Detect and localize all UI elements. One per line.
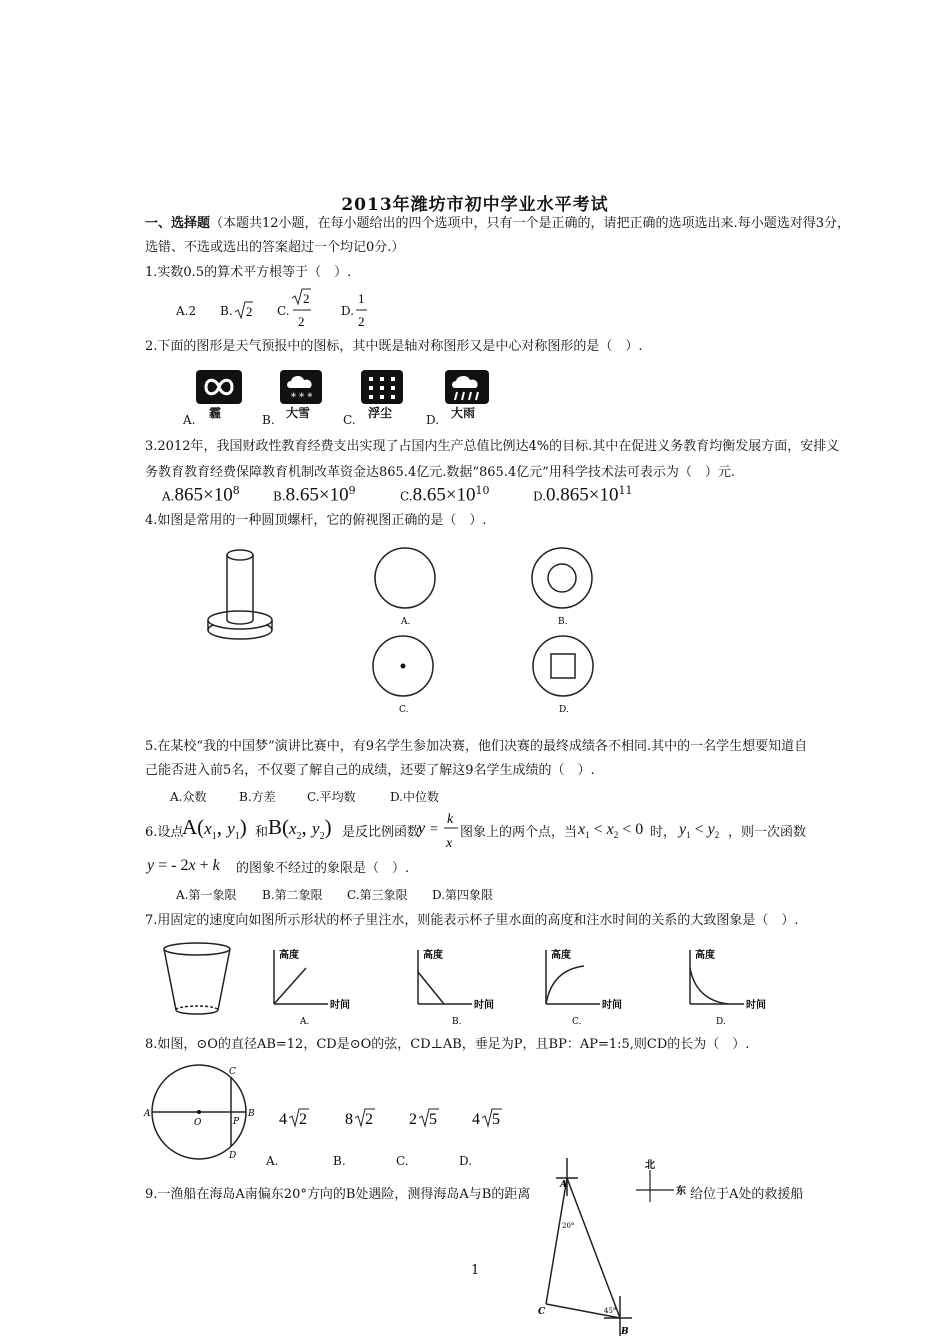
q4-view-a — [373, 546, 437, 628]
svg-text:A: A — [560, 1180, 567, 1190]
q6-option-c: C.第三象限 — [347, 888, 408, 902]
q9-stem-part-1: 9.一渔船在海岛A南偏东20°方向的B处遇险，测得海岛A与B的距离 — [145, 1187, 531, 1202]
q5-stem-line-1: 5.在某校“我的中国梦”演讲比赛中，有9名学生参加决赛，他们决赛的最终成绩各不相同.其中的一名学生想要知道自 — [145, 739, 808, 754]
svg-text:C: C — [538, 1307, 546, 1317]
q6-point-b: $B(x_2$, $y_2$) — [268, 815, 332, 843]
q8-value-c — [409, 1106, 449, 1132]
svg-text:B: B — [621, 1327, 629, 1337]
q5-option-a: A.众数 — [170, 790, 207, 804]
q6-text-3: 是反比例函数 — [342, 825, 421, 840]
q6-option-d: D.第四象限 — [432, 888, 494, 902]
q5-option-c: C.平均数 — [307, 790, 356, 804]
q4-bolt-figure — [200, 545, 280, 650]
q2-icon-label-d: 大雨 — [451, 406, 476, 420]
svg-text:A.: A. — [401, 617, 411, 627]
q2-option-d: D. — [426, 413, 440, 427]
q1-option-b-label: B. — [220, 304, 233, 318]
page-title: 2013年潍坊市初中学业水平考试 — [341, 195, 609, 215]
q8-value-d — [472, 1106, 512, 1132]
q6-text-1: 6.设点 — [145, 825, 184, 840]
svg-text:东: 东 — [676, 1186, 686, 1197]
section-desc-1: （本题共12小题，在每小题给出的四个选项中，只有一个是正确的，请把正确的选项选出来.每小题选对得3分， — [210, 216, 850, 231]
svg-text:时间: 时间 — [602, 1000, 622, 1011]
svg-text:=: = — [430, 822, 438, 837]
svg-text:时间: 时间 — [330, 1000, 350, 1011]
svg-text:北: 北 — [645, 1160, 655, 1171]
q1-stem: 1.实数0.5的算术平方根等于（ ）. — [145, 265, 352, 280]
q8-value-a — [279, 1106, 319, 1132]
svg-text:45°: 45° — [604, 1307, 617, 1315]
svg-text:高度: 高度 — [279, 950, 299, 961]
svg-text:2: 2 — [365, 1111, 373, 1128]
q3-option-a: $A.865\times 10^8$ — [162, 484, 240, 506]
q4-stem: 4.如图是常用的一种圆顶螺杆，它的俯视图正确的是（ ）. — [145, 513, 487, 528]
q9-compass — [632, 1158, 688, 1202]
heavy-rain-icon — [445, 370, 489, 404]
q6-condition-y: $y_1 < y_2$ — [679, 821, 720, 841]
q6-line-2: 的图象不经过的象限是（ ）. — [236, 861, 410, 876]
q1-option-a: A.2 — [176, 304, 197, 318]
svg-text:高度: 高度 — [423, 950, 443, 961]
q4-view-c — [371, 634, 435, 716]
q5-option-d: D.中位数 — [390, 790, 440, 804]
heavy-snow-icon — [280, 370, 322, 404]
q2-stem: 2.下面的图形是天气预报中的图标，其中既是轴对称图形又是中心对称图形的是（ ）. — [145, 339, 643, 354]
q2-option-a: A. — [183, 413, 196, 427]
svg-text:D: D — [229, 1151, 237, 1161]
svg-text:B.: B. — [452, 1017, 462, 1027]
svg-text:时间: 时间 — [746, 1000, 766, 1011]
svg-text:2: 2 — [298, 314, 305, 329]
q2-icon-label-a: 霾 — [209, 406, 222, 420]
q7-graph-c — [538, 946, 634, 1028]
svg-text:2: 2 — [246, 304, 253, 319]
svg-text:时间: 时间 — [474, 1000, 494, 1011]
q5-option-b: B.方差 — [239, 790, 276, 804]
q1-sqrt2 — [234, 300, 254, 320]
q7-cup-figure — [160, 940, 234, 1018]
svg-text:* * *: * * * — [291, 392, 313, 403]
q7-stem: 7.用固定的速度向如图所示形状的杯子里注水，则能表示杯子里水面的高度和注水时间的关系的大致图象是（ ）. — [145, 913, 799, 928]
svg-text:2: 2 — [358, 314, 365, 329]
q8-stem: 8.如图，⊙O的直径AB=12，CD是⊙O的弦，CD⊥AB，垂足为P，且BP：AP=1:5,则CD的长为（ ）. — [145, 1037, 750, 1052]
q8-circle-figure — [143, 1062, 263, 1166]
svg-text:5: 5 — [492, 1111, 500, 1128]
svg-text:O: O — [194, 1118, 202, 1128]
svg-text:y: y — [418, 820, 426, 837]
q1-one-half — [355, 288, 369, 330]
q8-option-d: D. — [459, 1154, 473, 1168]
svg-text:P: P — [233, 1117, 240, 1127]
q6-text-4: 图象上的两个点，当 — [460, 825, 578, 840]
q6-linear-function: y = - 2x + k — [147, 857, 220, 874]
svg-text:k: k — [447, 812, 454, 827]
svg-text:8: 8 — [345, 1111, 353, 1128]
q2-icon-label-c: 浮尘 — [368, 406, 393, 420]
q6-condition-x: $x_1 < x_2 < 0$ — [578, 821, 644, 841]
q1-option-c-label: C. — [277, 304, 290, 318]
q6-option-b: B.第二象限 — [262, 888, 323, 902]
q3-option-b: $B.8.65\times 10^9$ — [273, 484, 356, 506]
svg-text:C: C — [229, 1067, 236, 1077]
svg-text:4: 4 — [472, 1111, 480, 1128]
section-desc-2: 选错、不选或选出的答案超过一个均记0分.） — [145, 240, 405, 255]
q3-stem-line-2: 务教育教育经费保障教育机制改革资金达865.4亿元.数据“865.4亿元”用科学技术法可表示为（ ）元. — [145, 465, 735, 480]
svg-text:20°: 20° — [562, 1222, 575, 1230]
q3-option-c: $C.8.65\times 10^{10}$ — [400, 484, 490, 506]
q5-stem-line-2: 己能否进入前5名，不仅要了解自己的成绩，还要了解这9名学生成绩的（ ）. — [145, 763, 595, 778]
q7-graph-a — [266, 946, 362, 1028]
svg-text:C.: C. — [399, 705, 409, 715]
q8-option-a: A. — [266, 1154, 279, 1168]
svg-text:D.: D. — [559, 705, 569, 715]
svg-text:C.: C. — [572, 1017, 582, 1027]
svg-text:高度: 高度 — [551, 950, 571, 961]
q7-graph-d — [682, 946, 778, 1028]
svg-text:高度: 高度 — [695, 950, 715, 961]
svg-text:A: A — [144, 1109, 151, 1119]
svg-text:D.: D. — [716, 1017, 726, 1027]
q6-text-6: ，则一次函数 — [728, 825, 807, 840]
svg-text:5: 5 — [429, 1111, 437, 1128]
q3-stem-line-1: 3.2012年，我国财政性教育经费支出实现了占国内生产总值比例达4%的目标.其中在促进义务教育均衡发展方面，安排义 — [145, 439, 840, 454]
q7-graph-b — [410, 946, 506, 1028]
q6-point-a: $A(x_1$, $y_1$) — [182, 815, 247, 843]
q2-option-b: B. — [262, 413, 275, 427]
section-header — [145, 215, 850, 233]
haze-icon — [196, 370, 242, 404]
q9-bearing-figure — [534, 1156, 634, 1340]
svg-text:1: 1 — [358, 291, 365, 306]
q6-function-k-over-x — [418, 807, 464, 857]
q8-value-b — [345, 1106, 385, 1132]
page-number: 1 — [471, 1263, 480, 1278]
svg-text:x: x — [446, 836, 453, 851]
q2-option-c: C. — [343, 413, 356, 427]
svg-text:B.: B. — [558, 617, 568, 627]
q8-option-b: B. — [333, 1154, 346, 1168]
q3-option-d: $D.0.865\times 10^{11}$ — [533, 484, 633, 506]
q4-view-b — [530, 546, 594, 628]
q6-option-a: A.第一象限 — [176, 888, 237, 902]
svg-text:2: 2 — [409, 1111, 417, 1128]
q8-option-c: C. — [396, 1154, 409, 1168]
floating-dust-icon — [361, 370, 403, 404]
section-label: 一、选择题 — [145, 216, 211, 231]
svg-text:4: 4 — [279, 1111, 287, 1128]
svg-text:A.: A. — [300, 1017, 310, 1027]
svg-text:2: 2 — [303, 291, 310, 306]
q6-text-5: 时， — [650, 825, 677, 840]
svg-text:B: B — [248, 1109, 255, 1119]
q4-view-d — [531, 634, 595, 716]
svg-text:2: 2 — [299, 1111, 307, 1128]
q6-text-2: 和 — [255, 825, 269, 840]
q9-stem-part-2: 给位于A处的救援船 — [690, 1187, 804, 1202]
q1-option-d-label: D. — [341, 304, 355, 318]
q1-sqrt2-over-2 — [291, 288, 313, 330]
q2-icon-label-b: 大雪 — [286, 406, 311, 420]
